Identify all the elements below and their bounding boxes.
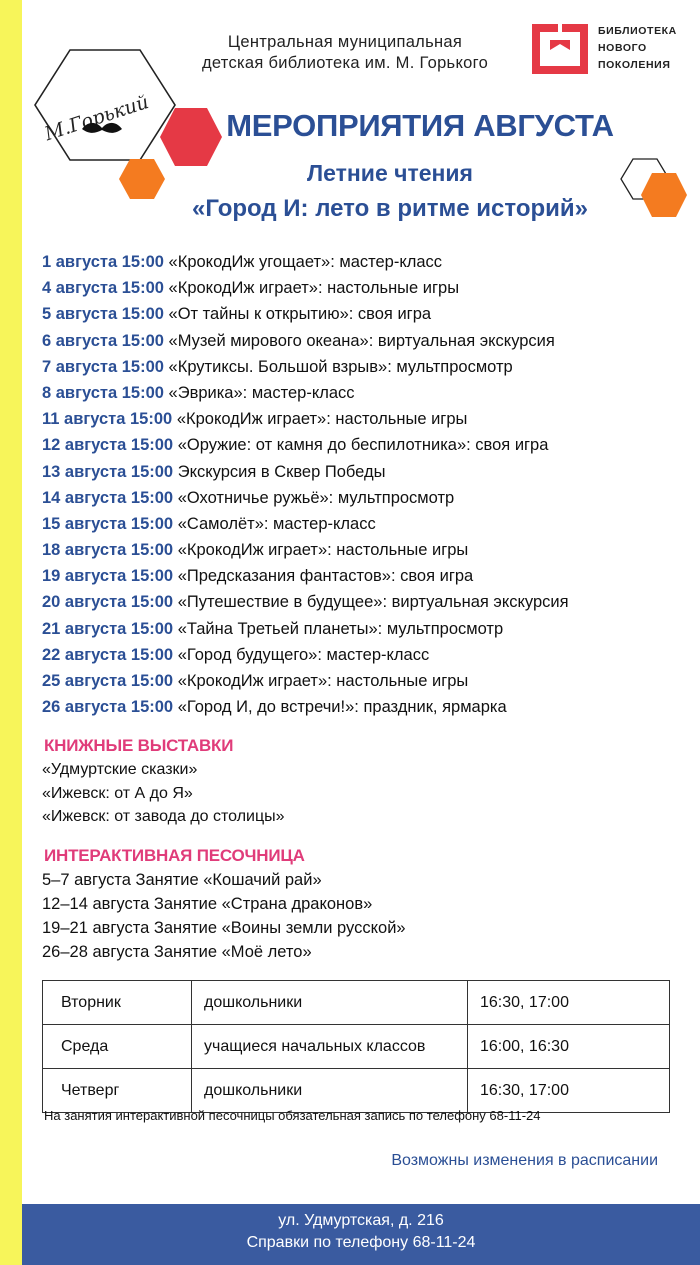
- schedule-group: дошкольники: [192, 1069, 468, 1113]
- event-title: «Город И, до встречи!»: праздник, ярмарка: [177, 698, 507, 717]
- book-exhibitions-title: КНИЖНЫЕ ВЫСТАВКИ: [44, 736, 234, 755]
- schedule-group: дошкольники: [192, 981, 468, 1025]
- event-title: «Самолёт»: мастер-класс: [177, 514, 376, 533]
- subtitle-summer-reading: Летние чтения: [307, 160, 473, 186]
- event-title: «Оружие: от камня до беспилотника»: своя игра: [177, 436, 549, 455]
- event-item: [42, 276, 569, 302]
- library-logo: [528, 20, 698, 80]
- table-row: [43, 981, 670, 1025]
- exhibition-item: «Ижевск: от завода до столицы»: [42, 808, 285, 825]
- event-date: 7 августа 15:00: [42, 357, 164, 376]
- event-date: 4 августа 15:00: [42, 279, 164, 298]
- exhibition-item: «Ижевск: от А до Я»: [42, 784, 193, 802]
- event-title: «Эврика»: мастер-класс: [168, 383, 355, 402]
- event-title: «КрокодИж играет»: настольные игры: [176, 410, 468, 429]
- event-title: «КрокодИж играет»: настольные игры: [177, 672, 469, 690]
- event-date: 18 августа 15:00: [42, 541, 174, 560]
- sandbox-schedule-table: [42, 980, 670, 1113]
- sandbox-item: 12–14 августа Занятие «Страна драконов»: [42, 895, 373, 913]
- events-list: [42, 250, 569, 721]
- org-line1: Центральная муниципальная: [227, 33, 463, 51]
- event-date: 26 августа 15:00: [42, 698, 174, 717]
- sandbox-item: 5–7 августа Занятие «Кошачий рай»: [42, 871, 322, 889]
- event-title: «Город будущего»: мастер-класс: [177, 645, 430, 664]
- event-date: 6 августа 15:00: [42, 331, 164, 350]
- event-title: «Музей мирового океана»: виртуальная экскурсия: [168, 331, 555, 350]
- event-title: «Предсказания фантастов»: своя игра: [177, 567, 474, 586]
- event-title: «КрокодИж угощает»: мастер-класс: [168, 253, 443, 271]
- logo-left-text: М.Горький: [42, 91, 152, 146]
- event-date: 8 августа 15:00: [42, 383, 164, 402]
- event-date: 15 августа 15:00: [42, 514, 174, 533]
- sandbox-list: [42, 868, 406, 964]
- event-date: 25 августа 15:00: [42, 672, 174, 690]
- exhibition-item: «Удмуртские сказки»: [42, 761, 198, 778]
- event-item: [42, 355, 569, 381]
- event-date: 19 августа 15:00: [42, 567, 174, 586]
- table-row: [43, 1069, 670, 1113]
- event-item: [42, 538, 569, 564]
- event-item: [42, 669, 569, 695]
- event-item: [42, 407, 569, 433]
- event-item: [42, 433, 569, 459]
- subtitle-program-name: «Город И: лето в ритме историй»: [191, 195, 589, 222]
- event-date: 21 августа 15:00: [42, 619, 174, 638]
- schedule-time: 16:00, 16:30: [468, 1025, 670, 1069]
- event-item: [42, 512, 569, 538]
- event-date: 14 августа 15:00: [42, 488, 174, 507]
- event-date: 13 августа 15:00: [42, 462, 174, 481]
- logo-right-line1: БИБЛИОТЕКА: [598, 25, 677, 37]
- event-date: 12 августа 15:00: [42, 436, 174, 455]
- footer: [22, 1204, 700, 1265]
- event-item: [42, 564, 569, 590]
- table-row: [43, 1025, 670, 1069]
- event-date: 1 августа 15:00: [42, 253, 164, 271]
- event-date: 20 августа 15:00: [42, 593, 174, 612]
- schedule-group: учащиеся начальных классов: [192, 1025, 468, 1069]
- page-title: МЕРОПРИЯТИЯ АВГУСТА: [226, 108, 614, 143]
- event-item: [42, 617, 569, 643]
- event-title: «Охотничье ружьё»: мультпросмотр: [177, 488, 455, 507]
- event-item: [42, 250, 569, 276]
- footer-address: ул. Удмуртская, д. 216: [278, 1212, 444, 1229]
- org-name: [170, 32, 520, 74]
- event-title: «Тайна Третьей планеты»: мультпросмотр: [177, 619, 504, 638]
- event-item: [42, 302, 569, 328]
- book-icon: [532, 24, 588, 74]
- event-item: [42, 590, 569, 616]
- event-item: [42, 643, 569, 669]
- event-item: [42, 381, 569, 407]
- library-logo-label: [598, 23, 693, 74]
- sandbox-item: 26–28 августа Занятие «Моё лето»: [42, 943, 312, 961]
- side-stripe: [0, 0, 22, 1265]
- event-item: [42, 486, 569, 512]
- schedule-day: Четверг: [43, 1069, 192, 1113]
- event-item: [42, 329, 569, 355]
- event-title: «От тайны к открытию»: своя игра: [168, 305, 432, 324]
- event-title: «Путешествие в будущее»: виртуальная экскурсия: [177, 593, 569, 612]
- book-exhibitions-list: [42, 758, 285, 829]
- event-item: [42, 460, 569, 486]
- event-title: «Крутиксы. Большой взрыв»: мультпросмотр: [168, 357, 513, 376]
- event-title: Экскурсия в Сквер Победы: [177, 462, 386, 481]
- event-date: 5 августа 15:00: [42, 305, 164, 324]
- event-item: [42, 695, 569, 721]
- sandbox-item: 19–21 августа Занятие «Воины земли русской»: [42, 919, 406, 937]
- sandbox-title: ИНТЕРАКТИВНАЯ ПЕСОЧНИЦА: [44, 846, 305, 865]
- schedule-day: Среда: [43, 1025, 192, 1069]
- schedule-time: 16:30, 17:00: [468, 1069, 670, 1113]
- event-title: «КрокодИж играет»: настольные игры: [168, 279, 460, 298]
- event-title: «КрокодИж играет»: настольные игры: [177, 541, 469, 560]
- logo-right-line2: НОВОГО: [598, 42, 647, 54]
- logo-right-line3: ПОКОЛЕНИЯ: [598, 59, 671, 71]
- event-date: 22 августа 15:00: [42, 645, 174, 664]
- schedule-changes-note: Возможны изменения в расписании: [391, 1152, 658, 1169]
- event-date: 11 августа 15:00: [42, 410, 173, 429]
- schedule-day: Вторник: [43, 981, 192, 1025]
- registration-note: На занятия интерактивной песочницы обязательная запись по телефону 68-11-24: [44, 1108, 541, 1123]
- schedule-time: 16:30, 17:00: [468, 981, 670, 1025]
- footer-phone: Справки по телефону 68-11-24: [246, 1234, 476, 1251]
- org-line2: детская библиотека им. М. Горького: [201, 54, 489, 72]
